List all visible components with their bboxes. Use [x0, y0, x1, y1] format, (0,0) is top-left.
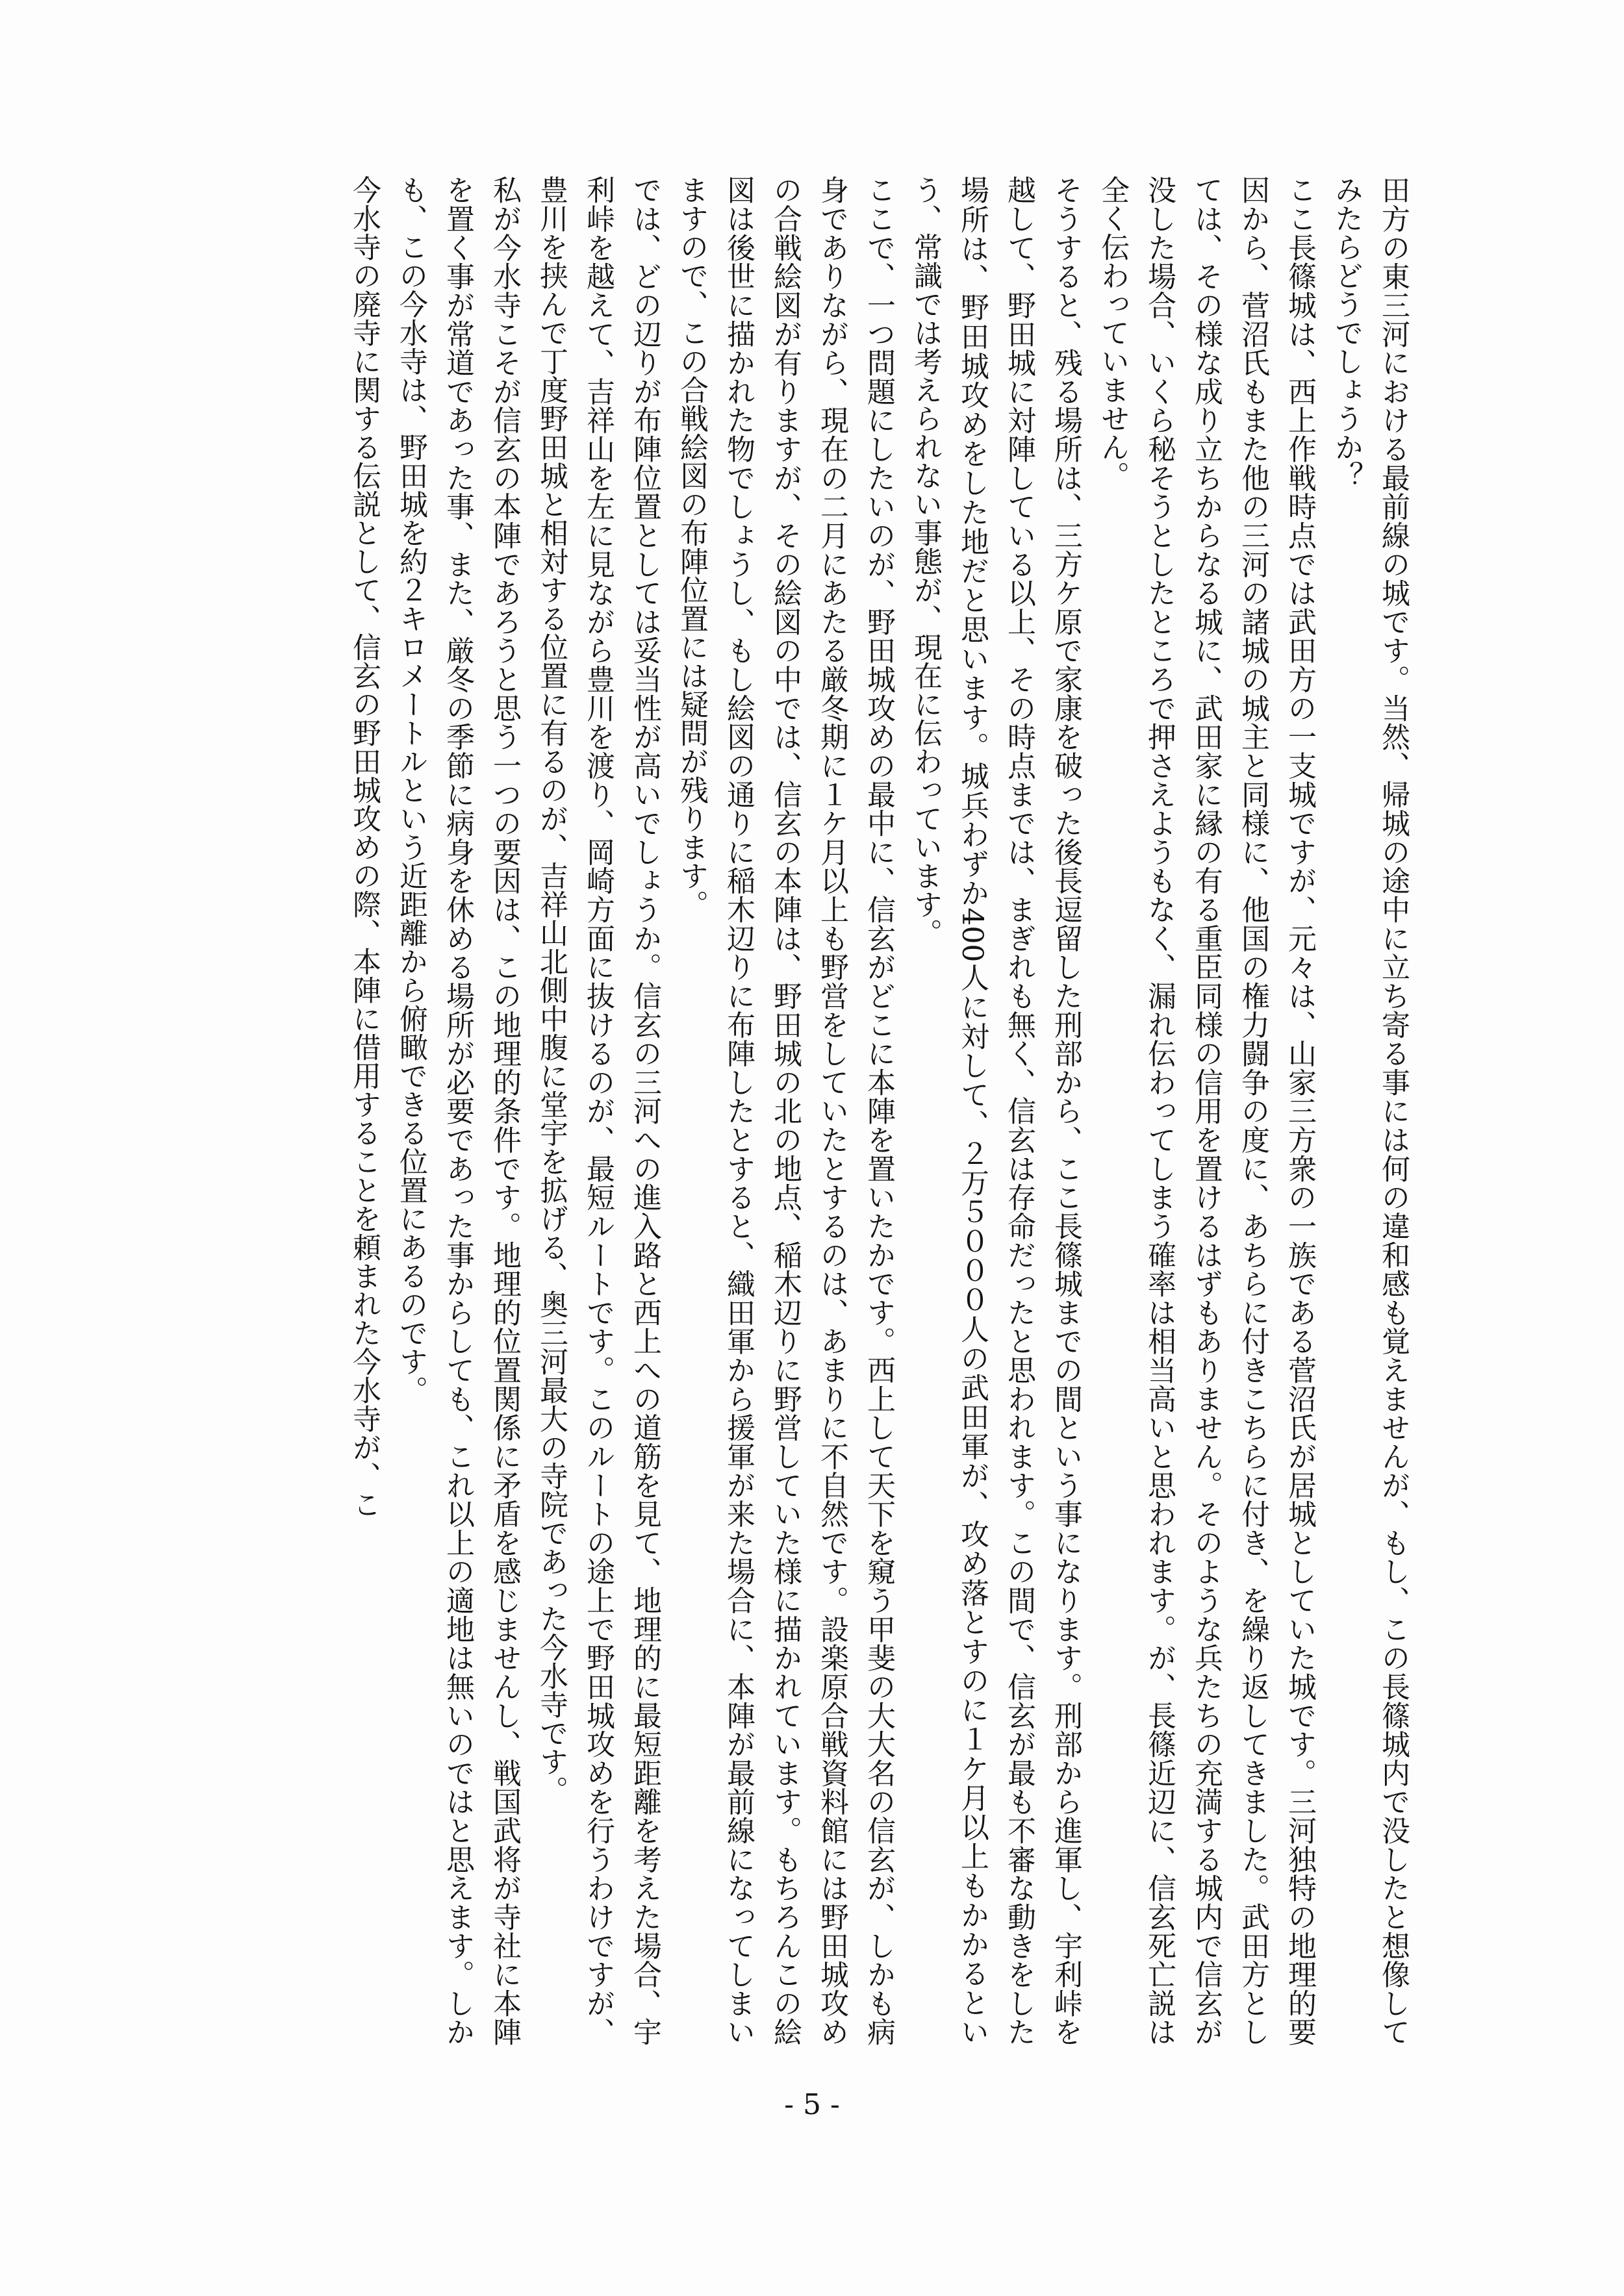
- paragraph-5: では、どの辺りが布陣位置としては妥当性が高いでしょうか。信玄の三河への進入路と西上への道筋を見て、地理的に最短距離を考えた場合、宇利峠を越えて、吉祥山を左に見ながら豊川を渡り、岡崎方面に抜けるのが、最短ルートです。このルートの途上で野田城攻めを行うわけですが、豊川を挟んで丁度野田城と相対する位置に有るのが、吉祥山北側中腹に堂宇を拡げる、奥三河最大の寺院であった今水寺です。: [535, 175, 661, 2046]
- page-number: - 5 -: [784, 2088, 840, 2121]
- paragraph-1: 田方の東三河における最前線の城です。当然、帰城の途中に立ち寄る事には何の違和感も覚えませんが、もし、この長篠城内で没したと想像してみたらどうでしょうか？: [1330, 175, 1410, 2046]
- paragraph-4: ここで、一つ問題にしたいのが、野田城攻めの最中に、信玄がどこに本陣を置いたかです。西上して天下を窺う甲斐の大大名の信玄が、しかも病身でありながら、現在の二月にあたる厳冬期に１ケ月以上も野営をしていたとするのは、あまりに不自然です。設楽原合戦資料館には野田城攻めの合戦絵図が有りますが、その絵図の中では、信玄の本陣は、野田城の北の地点、稲木辺りに野営していた様に描かれています。もちろんこの絵図は後世に描かれた物でしょうし、もし絵図の通りに稲木辺りに布陣したとすると、織田軍から援軍が来た場合に、本陣が最前線になってしまいますので、この合戦絵図の布陣位置には疑問が残ります。: [675, 175, 895, 2046]
- paragraph-3: そうすると、残る場所は、三方ケ原で家康を破った後長逗留した刑部から、ここ長篠城までの間という事になります。刑部から進軍し、宇利峠を越して、野田城に対陣している以上、その時点までは、まぎれも無く、信玄は存命だったと思われます。この間で、信玄が最も不審な動きをした場所は、野田城攻めをした地だと思います。城兵わずか400人に対して、２万５０００人の武田軍が、攻め落とすのに１ケ月以上もかかるという、常識では考えられない事態が、現在に伝わっています。: [909, 175, 1082, 2046]
- paragraph-2: ここ長篠城は、西上作戦時点では武田方の一支城ですが、元々は、山家三方衆の一族である菅沼氏が居城としていた城です。三河独特の地理的要因から、菅沼氏もまた他の三河の諸城の城主と同様に、他国の権力闘争の度に、あちらに付きこちらに付き、を繰り返してきました。武田方としては、その様な成り立ちからなる城に、武田家に縁の有る重臣同様の信用を置けるはずもありません。そのような兵たちの充満する城内で信玄が没した場合、いくら秘そうとしたところで押さえようもなく、漏れ伝わってしまう確率は相当高いと思われます。が、長篠近辺に、信玄死亡説は全く伝わっていません。: [1096, 175, 1316, 2046]
- paragraph-7: 今水寺の廃寺に関する伝説として、信玄の野田城攻めの際、本陣に借用することを頼まれた今水寺が、こ: [348, 175, 381, 1519]
- paragraph-6: 私が今水寺こそが信玄の本陣であろうと思う一つの要因は、この地理的条件です。地理的位置関係に矛盾を感じませんし、戦国武将が寺社に本陣を置く事が常道であった事、また、厳冬の季節に病身を休める場所が必要であった事からしても、これ以上の適地は無いのではと思えます。しかも、この今水寺は、野田城を約２キロメートルという近距離から俯瞰できる位置にあるのです。: [394, 175, 521, 2046]
- body-text: [208, 175, 1416, 2046]
